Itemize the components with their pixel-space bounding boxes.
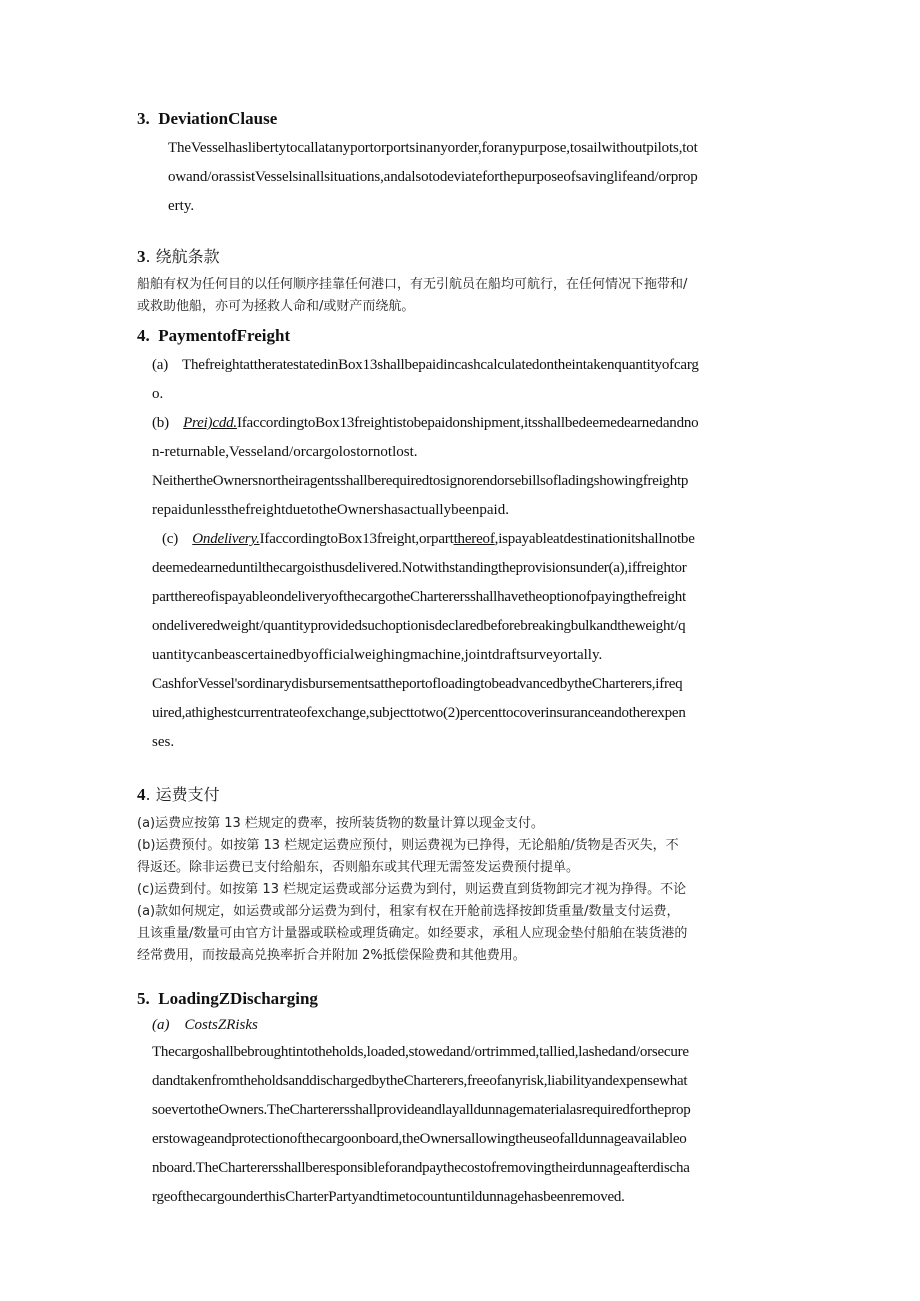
subsection-heading [152,1015,258,1035]
paragraph-line: ondeliveredweight/quantityprovidedsuchoptionisdeclaredbeforebreakingbulkandtheweight/q [152,618,686,634]
paragraph-line: NeithertheOwnersnortheiragentsshallberequiredtosignorendorsebillsofladingshowingfreightp [152,473,689,489]
paragraph-line: deemedearneduntilthecargoisthusdelivered.Notwithstandingtheprovisionsunder(a),iffreightor [152,560,687,576]
paragraph-line: CashforVessel'sordinarydisbursementsattheportofloadingtobeadvancedbytheCharterers,ifreq [152,676,683,692]
paragraph-line: o. [152,386,164,402]
section-title: . 绕航条款 [145,247,220,266]
paragraph-line: dandtakenfromtheholdsanddischargedbytheCharterers,freeofanyrisk,liabilityandexpensewhat [152,1073,688,1089]
paragraph-line: 船舶有权为任何目的以任何顺序挂靠任何港口，有无引航员在船均可航行，在任何情况下拖带和/ [137,277,688,292]
paragraph-line: Thecargoshallbebroughtintotheholds,loaded,stowedand/ortrimmed,tallied,lashedand/orsecure [152,1044,689,1060]
paragraph-line: n-returnable,Vesseland/orcargolostornotlost. [152,444,418,460]
paragraph-line: ses. [152,734,175,750]
clause-term: Prei)cdd. [183,415,237,431]
clause-text: ThefreightattheratestatedinBox13shallbepaidincashcalculatedontheintakenquantityofcarg [182,357,699,373]
section-3-heading [137,109,277,129]
section-number: 4. [137,326,150,345]
section-4-cn-heading [137,785,220,805]
paragraph-line: (c)运费到付。如按第 13 栏规定运费或部分运费为到付，则运费直到货物卸完才视为挣得。不论 [137,882,687,897]
subsection-title: CostsZRisks [184,1017,258,1033]
section-5-heading [137,989,318,1009]
paragraph-line: rgeofthecargounderthisCharterPartyandtimetocountuntildunnagehasbeenremoved. [152,1189,625,1205]
paragraph-line: 得返还。除非运费已支付给船东，否则船东或其代理无需签发运费预付提单。 [137,860,580,875]
paragraph-line: nboard.TheCharterersshallberesponsibleforandpaythecostofremovingtheirdunnageafterdischa [152,1160,690,1176]
clause-term: Ondelivery. [192,531,260,547]
paragraph-line: 经常费用，而按最高兑换率折合并附加 2%抵偿保险费和其他费用。 [137,948,526,963]
clause-text: IfaccordingtoBox13freight,orpart [259,531,454,547]
section-title: . 运费支付 [145,785,220,804]
clause-c-line [162,529,695,549]
paragraph-line: uired,athighestcurrentrateofexchange,subjecttotwo(2)percenttocoverinsuranceandotherexpen [152,705,686,721]
paragraph-line: 或救助他船，亦可为拯救人命和/或财产而绕航。 [137,299,415,314]
clause-label: (a) [152,1017,170,1033]
section-number: 5. [137,989,150,1008]
clause-text: ,ispayableatdestinationitshallnotbe [494,531,695,547]
clause-text: IfaccordingtoBox13freightistobepaidonshipment,itsshallbedeemedearnedandno [236,415,699,431]
section-number: 4 [137,785,146,804]
clause-a-line [152,355,699,375]
paragraph-line: soevertotheOwners.TheCharterersshallprovideandlayalldunnagematerialasrequiredfortheprop [152,1102,691,1118]
section-4-heading [137,326,290,346]
section-title: PaymentofFreight [158,326,291,345]
paragraph-line: repaidunlessthefreightduetotheOwnershasactuallybeenpaid. [152,502,509,518]
clause-label: (b) [152,415,169,431]
clause-label: (a) [152,357,169,373]
paragraph-line: erstowageandprotectionofthecargoonboard,theOwnersallowingtheuseofalldunnageavailableo [152,1131,687,1147]
paragraph-line: owand/orassistVesselsinallsituations,andalsotodeviateforthepurposeofsavinglifeand/orprop [168,169,698,185]
paragraph-line: (b)运费预付。如按第 13 栏规定运费应预付，则运费视为已挣得，无论船舶/货物是否灭失，不 [137,838,679,853]
section-number: 3 [137,247,146,266]
paragraph-line: TheVesselhaslibertytocallatanyportorportsinanyorder,foranypurpose,tosailwithoutpilots,tot [168,140,698,156]
paragraph-line: erty. [168,198,195,214]
paragraph-line: 且该重量/数量可由官方计量器或联检或理货确定。如经要求，承租人应现金垫付船舶在装货港的 [137,926,688,941]
clause-b-line [152,413,698,433]
section-number: 3. [137,109,150,128]
section-title: DeviationClause [158,109,278,128]
paragraph-line: (a)运费应按第 13 栏规定的费率，按所装货物的数量计算以现金支付。 [137,816,544,831]
clause-text-underlined: thereof [453,531,495,547]
paragraph-line: partthereofispayableondeliveryofthecargotheCharterersshallhavetheoptionofpayingthefreight [152,589,686,605]
clause-label: (c) [162,531,179,547]
paragraph-line: (a)款如何规定，如运费或部分运费为到付，租家有权在开舱前选择按卸货重量/数量支付运费， [137,904,680,919]
section-3-cn-heading [137,247,220,267]
paragraph-line: uantitycanbeascertainedbyofficialweighingmachine,jointdraftsurveyortally. [152,647,603,663]
section-title: LoadingZDischarging [158,989,318,1008]
